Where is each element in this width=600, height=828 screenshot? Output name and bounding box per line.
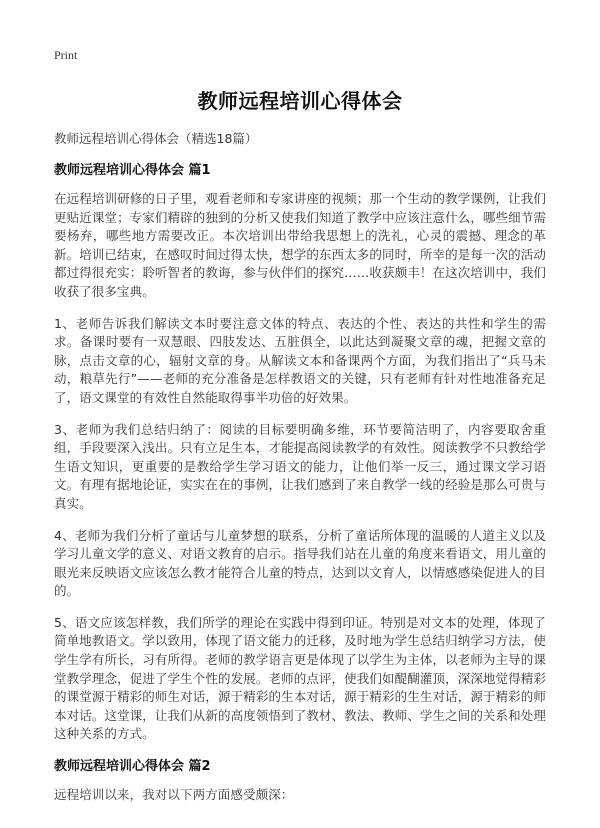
print-link[interactable]: Print [54,48,78,62]
section-heading-1: 教师远程培训心得体会 篇1 [54,163,211,178]
paragraph: 在远程培训研修的日子里，观看老师和专家讲座的视频；那一个生动的教学课例，让我们更贴近课堂；专家们精辟的独到的分析又使我们知道了教学中应该注意什么，哪些细节需要杨弃，哪些地方需要改正。本次培训出带给我思想上的洗礼，心灵的震撼、理念的革新。培训已结束，在感叹时间过得太快，想学的东西太多的同时，所幸的是每一次的活动都过得很充实：聆听智者的教诲，参与伙伴们的探究……收获颇丰！在这次培训中，我们收获了很多宝典。 [54,191,546,299]
document-subtitle: 教师远程培训心得体会（精选18篇） [54,131,258,146]
page-title: 教师远程培训心得体会 [197,89,403,113]
paragraph: 1、老师告诉我们解读文本时要注意文体的特点、表达的个性、表达的共性和学生的需求。备课时要有一双慧眼、四肢发达、五脏俱全，以此达到凝聚文章的魂，把握文章的脉，点击文章的心，辐射文章的身。从解读文本和备课两个方面，为我们指出了“兵马未动，粮草先行”——老师的充分准备是怎样教语文的关键，只有老师有针对性地准备充足了，语文课堂的有效性自然能取得事半功倍的好效果。 [54,315,546,405]
paragraph: 3、老师为我们总结归纳了：阅读的目标要明确多维，环节要简洁明了，内容要取舍重组，手段要深入浅出。只有立足生本，才能提高阅读教学的有效性。阅读教学不只教给学生语文知识，更重要的是教给学生学习语文的能力，让他们举一反三，通过课文学习语文。有理有据地论证，实实在在的事例，让我们感到了来自教学一线的经验是那么可贵与真实。 [54,421,546,511]
section-heading-2: 教师远程培训心得体会 篇2 [54,759,211,775]
paragraph: 4、老师为我们分析了童话与儿童梦想的联系，分析了童话所体现的温暖的人道主义以及学习儿童文学的意义、对语文教育的启示。指导我们站在儿童的角度来看语文，用儿童的眼光来反映语文应该怎么教才能符合儿童的特点，达到以文育人，以情感感染促进人的目的。 [54,527,546,599]
paragraph: 远程培训以来，我对以下两方面感受颇深： [54,787,294,803]
paragraph: 5、语文应该怎样教，我们所学的理论在实践中得到印证。特别是对文本的处理，体现了简单地教语文。学以致用，体现了语文能力的迁移，及时地为学生总结归纳学习方法，使学生学有所长，习有所得。老师的教学语言更是体现了以学生为主体，以老师为主导的课堂教学理念，促进了学生个性的发展。老师的点评，使我们如醍醐灌顶，深深地觉得精彩的课堂源于精彩的师生对话，源于精彩的生本对话，源于精彩的生生对话，源于精彩的师本对话。这堂课，让我们从新的高度领悟到了教材、教法、教师、学生之间的关系和处理这种关系的方式。 [54,614,546,742]
